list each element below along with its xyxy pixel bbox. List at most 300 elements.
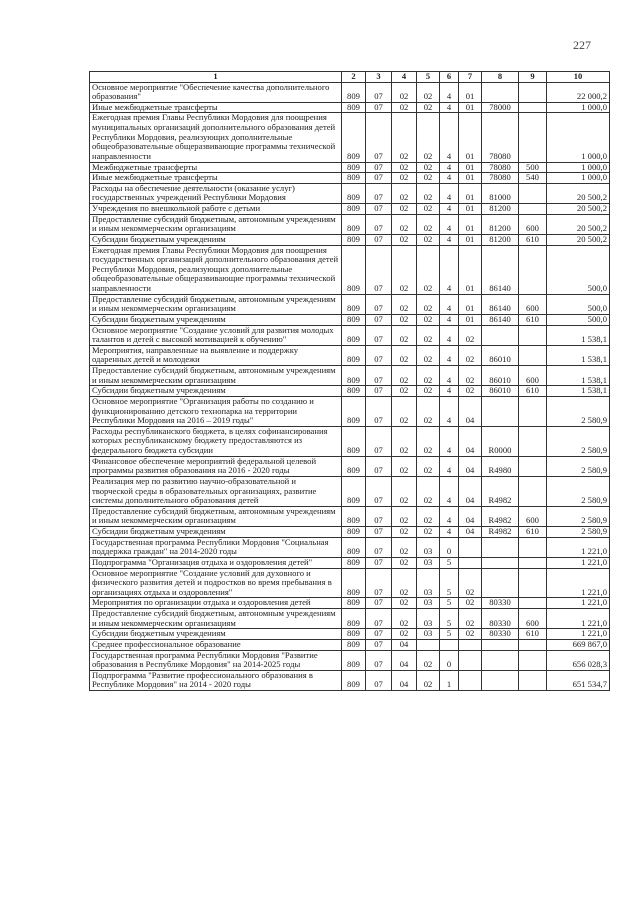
measure-code: 04 xyxy=(459,456,482,476)
admin-code: 809 xyxy=(342,568,366,598)
program-code: 02 xyxy=(417,204,440,215)
admin-code: 809 xyxy=(342,314,366,325)
subsection-code: 02 xyxy=(392,173,417,184)
table-row xyxy=(90,629,610,640)
direction-code: 86140 xyxy=(482,245,519,294)
section-code: 07 xyxy=(366,234,392,245)
subsection-code: 02 xyxy=(392,629,417,640)
program-code: 02 xyxy=(417,345,440,365)
row-name: Иные межбюджетные трансферты xyxy=(90,173,342,184)
amount: 2 580,9 xyxy=(547,426,610,456)
subprogram-code: 4 xyxy=(440,527,459,538)
subsection-code: 02 xyxy=(392,82,417,102)
direction-code: 81000 xyxy=(482,183,519,203)
expense-type-code xyxy=(519,325,547,345)
direction-code: R0000 xyxy=(482,426,519,456)
subprogram-code: 0 xyxy=(440,537,459,557)
row-name: Иные межбюджетные трансферты xyxy=(90,102,342,113)
section-code: 07 xyxy=(366,183,392,203)
amount: 2 580,9 xyxy=(547,506,610,526)
table-row xyxy=(90,183,610,203)
amount: 1 000,0 xyxy=(547,173,610,184)
program-code: 02 xyxy=(417,314,440,325)
program-code: 02 xyxy=(417,162,440,173)
subsection-code: 02 xyxy=(392,366,417,386)
section-code: 07 xyxy=(366,113,392,162)
admin-code: 809 xyxy=(342,386,366,397)
subprogram-code: 4 xyxy=(440,456,459,476)
measure-code xyxy=(459,670,482,690)
measure-code xyxy=(459,650,482,670)
table-row xyxy=(90,476,610,506)
amount: 1 000,0 xyxy=(547,162,610,173)
admin-code: 809 xyxy=(342,598,366,609)
row-name: Основное мероприятие "Создание условий для духовного и физического развития детей и подростков во время пребывания в организациях отдыха и оздоровления" xyxy=(90,568,342,598)
subsection-code: 02 xyxy=(392,183,417,203)
expense-type-code xyxy=(519,426,547,456)
program-code: 02 xyxy=(417,325,440,345)
row-name: Подпрограмма "Развитие профессионального образования в Республике Мордовия" на 2014 - 2020 годы xyxy=(90,670,342,690)
program-code: 02 xyxy=(417,113,440,162)
subprogram-code: 5 xyxy=(440,568,459,598)
subprogram-code: 1 xyxy=(440,670,459,690)
expense-type-code: 610 xyxy=(519,234,547,245)
measure-code: 02 xyxy=(459,598,482,609)
amount: 669 867,0 xyxy=(547,639,610,650)
direction-code: 78080 xyxy=(482,113,519,162)
amount: 2 580,9 xyxy=(547,527,610,538)
admin-code: 809 xyxy=(342,204,366,215)
measure-code: 02 xyxy=(459,386,482,397)
program-code: 02 xyxy=(417,294,440,314)
row-name: Предоставление субсидий бюджетным, автономным учреждениям и иным некоммерческим организациям xyxy=(90,294,342,314)
subprogram-code xyxy=(440,639,459,650)
table-row xyxy=(90,214,610,234)
row-name: Предоставление субсидий бюджетным, автономным учреждениям и иным некоммерческим организациям xyxy=(90,366,342,386)
table-row xyxy=(90,173,610,184)
measure-code: 02 xyxy=(459,366,482,386)
program-code: 02 xyxy=(417,426,440,456)
column-header: 9 xyxy=(519,72,547,83)
direction-code xyxy=(482,670,519,690)
amount: 2 580,9 xyxy=(547,476,610,506)
subsection-code: 02 xyxy=(392,426,417,456)
admin-code: 809 xyxy=(342,325,366,345)
subprogram-code: 4 xyxy=(440,396,459,426)
row-name: Основное мероприятие "Создание условий для развития молодых талантов и детей с высокой мотивацией к обучению" xyxy=(90,325,342,345)
amount: 1 221,0 xyxy=(547,537,610,557)
admin-code: 809 xyxy=(342,214,366,234)
measure-code: 01 xyxy=(459,214,482,234)
section-code: 07 xyxy=(366,214,392,234)
column-header: 8 xyxy=(482,72,519,83)
measure-code: 01 xyxy=(459,82,482,102)
program-code: 02 xyxy=(417,234,440,245)
amount: 656 028,3 xyxy=(547,650,610,670)
subsection-code: 02 xyxy=(392,294,417,314)
measure-code: 02 xyxy=(459,345,482,365)
row-name: Субсидии бюджетным учреждениям xyxy=(90,234,342,245)
page-number: 227 xyxy=(573,38,591,52)
admin-code: 809 xyxy=(342,537,366,557)
table-row xyxy=(90,234,610,245)
subprogram-code: 4 xyxy=(440,102,459,113)
section-code: 07 xyxy=(366,314,392,325)
row-name: Государственная программа Республики Мордовия "Развитие образования в Республике Мордовия" на 2014-2025 годы xyxy=(90,650,342,670)
table-row xyxy=(90,396,610,426)
amount: 20 500,2 xyxy=(547,204,610,215)
section-code: 07 xyxy=(366,629,392,640)
subsection-code: 02 xyxy=(392,314,417,325)
row-name: Расходы на обеспечение деятельности (оказание услуг) государственных учреждений Республики Мордовия xyxy=(90,183,342,203)
section-code: 07 xyxy=(366,162,392,173)
section-code: 07 xyxy=(366,345,392,365)
table-row xyxy=(90,204,610,215)
expense-type-code xyxy=(519,639,547,650)
expense-type-code xyxy=(519,396,547,426)
measure-code: 01 xyxy=(459,204,482,215)
row-name: Государственная программа Республики Мордовия "Социальная поддержка граждан" на 2014-2020 годы xyxy=(90,537,342,557)
table-row xyxy=(90,557,610,568)
expense-type-code xyxy=(519,183,547,203)
subprogram-code: 4 xyxy=(440,506,459,526)
table-row xyxy=(90,82,610,102)
table-row xyxy=(90,366,610,386)
program-code: 02 xyxy=(417,366,440,386)
subprogram-code: 0 xyxy=(440,650,459,670)
subsection-code: 02 xyxy=(392,245,417,294)
subprogram-code: 4 xyxy=(440,345,459,365)
subprogram-code: 4 xyxy=(440,82,459,102)
table-row xyxy=(90,527,610,538)
column-header: 5 xyxy=(417,72,440,83)
section-code: 07 xyxy=(366,245,392,294)
expense-type-code xyxy=(519,456,547,476)
amount: 651 534,7 xyxy=(547,670,610,690)
row-name: Ежегодная премия Главы Республики Мордовия для поощрения государственных организаций дополнительного образования детей Республики Мордовия, реализующих дополнительные общеобразовательные общеразвивающие программы технической направленности xyxy=(90,245,342,294)
table-row xyxy=(90,426,610,456)
table-row xyxy=(90,314,610,325)
direction-code: 81200 xyxy=(482,204,519,215)
admin-code: 809 xyxy=(342,426,366,456)
section-code: 07 xyxy=(366,102,392,113)
program-code: 02 xyxy=(417,396,440,426)
table-row xyxy=(90,456,610,476)
measure-code: 01 xyxy=(459,314,482,325)
section-code: 07 xyxy=(366,82,392,102)
subprogram-code: 4 xyxy=(440,294,459,314)
expense-type-code: 600 xyxy=(519,366,547,386)
admin-code: 809 xyxy=(342,113,366,162)
amount: 1 538,1 xyxy=(547,386,610,397)
expense-type-code xyxy=(519,598,547,609)
table-row xyxy=(90,506,610,526)
direction-code: 86140 xyxy=(482,314,519,325)
direction-code: 78080 xyxy=(482,173,519,184)
section-code: 07 xyxy=(366,670,392,690)
admin-code: 809 xyxy=(342,245,366,294)
measure-code: 01 xyxy=(459,113,482,162)
table-row xyxy=(90,325,610,345)
amount: 500,0 xyxy=(547,314,610,325)
table-row xyxy=(90,670,610,690)
column-header: 3 xyxy=(366,72,392,83)
amount: 2 580,9 xyxy=(547,456,610,476)
direction-code xyxy=(482,396,519,426)
subprogram-code: 4 xyxy=(440,386,459,397)
subsection-code: 02 xyxy=(392,506,417,526)
amount: 1 538,1 xyxy=(547,366,610,386)
row-name: Мероприятия, направленные на выявление и поддержку одаренных детей и молодежи xyxy=(90,345,342,365)
direction-code: 80330 xyxy=(482,629,519,640)
program-code: 02 xyxy=(417,476,440,506)
table-row xyxy=(90,568,610,598)
admin-code: 809 xyxy=(342,396,366,426)
measure-code: 04 xyxy=(459,396,482,426)
program-code: 03 xyxy=(417,609,440,629)
subprogram-code: 4 xyxy=(440,113,459,162)
measure-code: 02 xyxy=(459,568,482,598)
row-name: Предоставление субсидий бюджетным, автономным учреждениям и иным некоммерческим организациям xyxy=(90,506,342,526)
expense-type-code: 600 xyxy=(519,609,547,629)
table-row xyxy=(90,245,610,294)
expense-type-code: 600 xyxy=(519,506,547,526)
section-code: 07 xyxy=(366,396,392,426)
amount: 1 221,0 xyxy=(547,629,610,640)
section-code: 07 xyxy=(366,325,392,345)
subsection-code: 02 xyxy=(392,609,417,629)
measure-code: 01 xyxy=(459,294,482,314)
subsection-code: 02 xyxy=(392,162,417,173)
subprogram-code: 4 xyxy=(440,214,459,234)
expense-type-code: 600 xyxy=(519,294,547,314)
subsection-code: 02 xyxy=(392,214,417,234)
admin-code: 809 xyxy=(342,294,366,314)
row-name: Основное мероприятие "Обеспечение качества дополнительного образования" xyxy=(90,82,342,102)
subprogram-code: 4 xyxy=(440,173,459,184)
admin-code: 809 xyxy=(342,670,366,690)
row-name: Расходы республиканского бюджета, в целях софинансирования которых республиканскому бюджету предоставляются из федерального бюджета субсидии xyxy=(90,426,342,456)
direction-code: R4982 xyxy=(482,527,519,538)
amount: 1 538,1 xyxy=(547,345,610,365)
measure-code: 01 xyxy=(459,162,482,173)
program-code: 03 xyxy=(417,537,440,557)
direction-code: 78000 xyxy=(482,102,519,113)
row-name: Финансовое обеспечение мероприятий федеральной целевой программы развития образования на 2016 - 2020 годы xyxy=(90,456,342,476)
section-code: 07 xyxy=(366,426,392,456)
row-name: Субсидии бюджетным учреждениям xyxy=(90,527,342,538)
subprogram-code: 5 xyxy=(440,629,459,640)
direction-code: 81200 xyxy=(482,214,519,234)
program-code: 02 xyxy=(417,527,440,538)
expense-type-code xyxy=(519,204,547,215)
table-row xyxy=(90,102,610,113)
expense-type-code: 610 xyxy=(519,629,547,640)
admin-code: 809 xyxy=(342,82,366,102)
table-row xyxy=(90,537,610,557)
program-code: 02 xyxy=(417,386,440,397)
program-code: 03 xyxy=(417,557,440,568)
admin-code: 809 xyxy=(342,173,366,184)
column-header: 4 xyxy=(392,72,417,83)
expense-type-code xyxy=(519,670,547,690)
section-code: 07 xyxy=(366,650,392,670)
amount: 1 000,0 xyxy=(547,102,610,113)
amount: 1 221,0 xyxy=(547,598,610,609)
subprogram-code: 4 xyxy=(440,204,459,215)
section-code: 07 xyxy=(366,456,392,476)
expense-type-code xyxy=(519,650,547,670)
subsection-code: 02 xyxy=(392,204,417,215)
admin-code: 809 xyxy=(342,102,366,113)
column-header: 10 xyxy=(547,72,610,83)
section-code: 07 xyxy=(366,557,392,568)
amount: 500,0 xyxy=(547,245,610,294)
direction-code: 80330 xyxy=(482,598,519,609)
expense-type-code xyxy=(519,82,547,102)
section-code: 07 xyxy=(366,506,392,526)
table-row xyxy=(90,113,610,162)
expense-type-code xyxy=(519,102,547,113)
section-code: 07 xyxy=(366,294,392,314)
expense-type-code xyxy=(519,537,547,557)
admin-code: 809 xyxy=(342,456,366,476)
row-name: Субсидии бюджетным учреждениям xyxy=(90,314,342,325)
subsection-code: 02 xyxy=(392,102,417,113)
section-code: 07 xyxy=(366,386,392,397)
program-code: 02 xyxy=(417,214,440,234)
expense-type-code xyxy=(519,245,547,294)
amount: 1 221,0 xyxy=(547,557,610,568)
subsection-code: 02 xyxy=(392,113,417,162)
amount: 22 000,2 xyxy=(547,82,610,102)
amount: 1 538,1 xyxy=(547,325,610,345)
subprogram-code: 5 xyxy=(440,557,459,568)
program-code: 02 xyxy=(417,650,440,670)
measure-code: 01 xyxy=(459,102,482,113)
row-name: Предоставление субсидий бюджетным, автономным учреждениям и иным некоммерческим организациям xyxy=(90,214,342,234)
amount: 20 500,2 xyxy=(547,234,610,245)
direction-code xyxy=(482,325,519,345)
measure-code: 04 xyxy=(459,476,482,506)
program-code: 02 xyxy=(417,82,440,102)
subsection-code: 04 xyxy=(392,670,417,690)
column-header: 6 xyxy=(440,72,459,83)
row-name: Мероприятия по организации отдыха и оздоровления детей xyxy=(90,598,342,609)
measure-code xyxy=(459,537,482,557)
measure-code: 02 xyxy=(459,609,482,629)
direction-code: R4980 xyxy=(482,456,519,476)
direction-code xyxy=(482,557,519,568)
direction-code: R4982 xyxy=(482,506,519,526)
direction-code: 86140 xyxy=(482,294,519,314)
subprogram-code: 4 xyxy=(440,234,459,245)
direction-code: 86010 xyxy=(482,366,519,386)
section-code: 07 xyxy=(366,527,392,538)
amount: 2 580,9 xyxy=(547,396,610,426)
subsection-code: 02 xyxy=(392,345,417,365)
direction-code: R4982 xyxy=(482,476,519,506)
subsection-code: 02 xyxy=(392,234,417,245)
row-name: Подпрограмма "Организация отдыха и оздоровления детей" xyxy=(90,557,342,568)
row-name: Основное мероприятие "Организация работы по созданию и функционированию детского технопарка на территории Республики Мордовия на 2016 – 2019 годы" xyxy=(90,396,342,426)
expense-type-code xyxy=(519,557,547,568)
program-code: 02 xyxy=(417,670,440,690)
measure-code: 01 xyxy=(459,183,482,203)
column-header: 2 xyxy=(342,72,366,83)
section-code: 07 xyxy=(366,609,392,629)
direction-code: 81200 xyxy=(482,234,519,245)
expense-type-code: 600 xyxy=(519,214,547,234)
program-code: 03 xyxy=(417,629,440,640)
admin-code: 809 xyxy=(342,557,366,568)
measure-code: 02 xyxy=(459,325,482,345)
section-code: 07 xyxy=(366,598,392,609)
direction-code xyxy=(482,650,519,670)
admin-code: 809 xyxy=(342,629,366,640)
subsection-code: 02 xyxy=(392,527,417,538)
admin-code: 809 xyxy=(342,476,366,506)
measure-code: 02 xyxy=(459,629,482,640)
table-row xyxy=(90,650,610,670)
measure-code: 04 xyxy=(459,527,482,538)
table-row xyxy=(90,598,610,609)
program-code: 02 xyxy=(417,183,440,203)
subsection-code: 02 xyxy=(392,386,417,397)
expense-type-code xyxy=(519,568,547,598)
table-row xyxy=(90,639,610,650)
subprogram-code: 4 xyxy=(440,183,459,203)
section-code: 07 xyxy=(366,537,392,557)
section-code: 07 xyxy=(366,204,392,215)
program-code: 02 xyxy=(417,506,440,526)
section-code: 07 xyxy=(366,639,392,650)
measure-code: 04 xyxy=(459,506,482,526)
admin-code: 809 xyxy=(342,234,366,245)
expense-type-code: 540 xyxy=(519,173,547,184)
table-row xyxy=(90,162,610,173)
admin-code: 809 xyxy=(342,527,366,538)
program-code: 02 xyxy=(417,245,440,294)
row-name: Субсидии бюджетным учреждениям xyxy=(90,629,342,640)
expense-type-code: 610 xyxy=(519,314,547,325)
table-row xyxy=(90,294,610,314)
measure-code: 01 xyxy=(459,173,482,184)
subprogram-code: 4 xyxy=(440,366,459,386)
expense-type-code: 610 xyxy=(519,527,547,538)
direction-code: 78080 xyxy=(482,162,519,173)
program-code xyxy=(417,639,440,650)
program-code: 02 xyxy=(417,456,440,476)
section-code: 07 xyxy=(366,568,392,598)
subsection-code: 02 xyxy=(392,476,417,506)
table-row xyxy=(90,345,610,365)
amount: 500,0 xyxy=(547,294,610,314)
subprogram-code: 4 xyxy=(440,476,459,506)
subsection-code: 02 xyxy=(392,396,417,426)
section-code: 07 xyxy=(366,366,392,386)
subsection-code: 02 xyxy=(392,325,417,345)
section-code: 07 xyxy=(366,173,392,184)
subprogram-code: 5 xyxy=(440,609,459,629)
program-code: 02 xyxy=(417,102,440,113)
amount: 1 221,0 xyxy=(547,568,610,598)
section-code: 07 xyxy=(366,476,392,506)
admin-code: 809 xyxy=(342,162,366,173)
subsection-code: 02 xyxy=(392,568,417,598)
subprogram-code: 4 xyxy=(440,314,459,325)
admin-code: 809 xyxy=(342,650,366,670)
